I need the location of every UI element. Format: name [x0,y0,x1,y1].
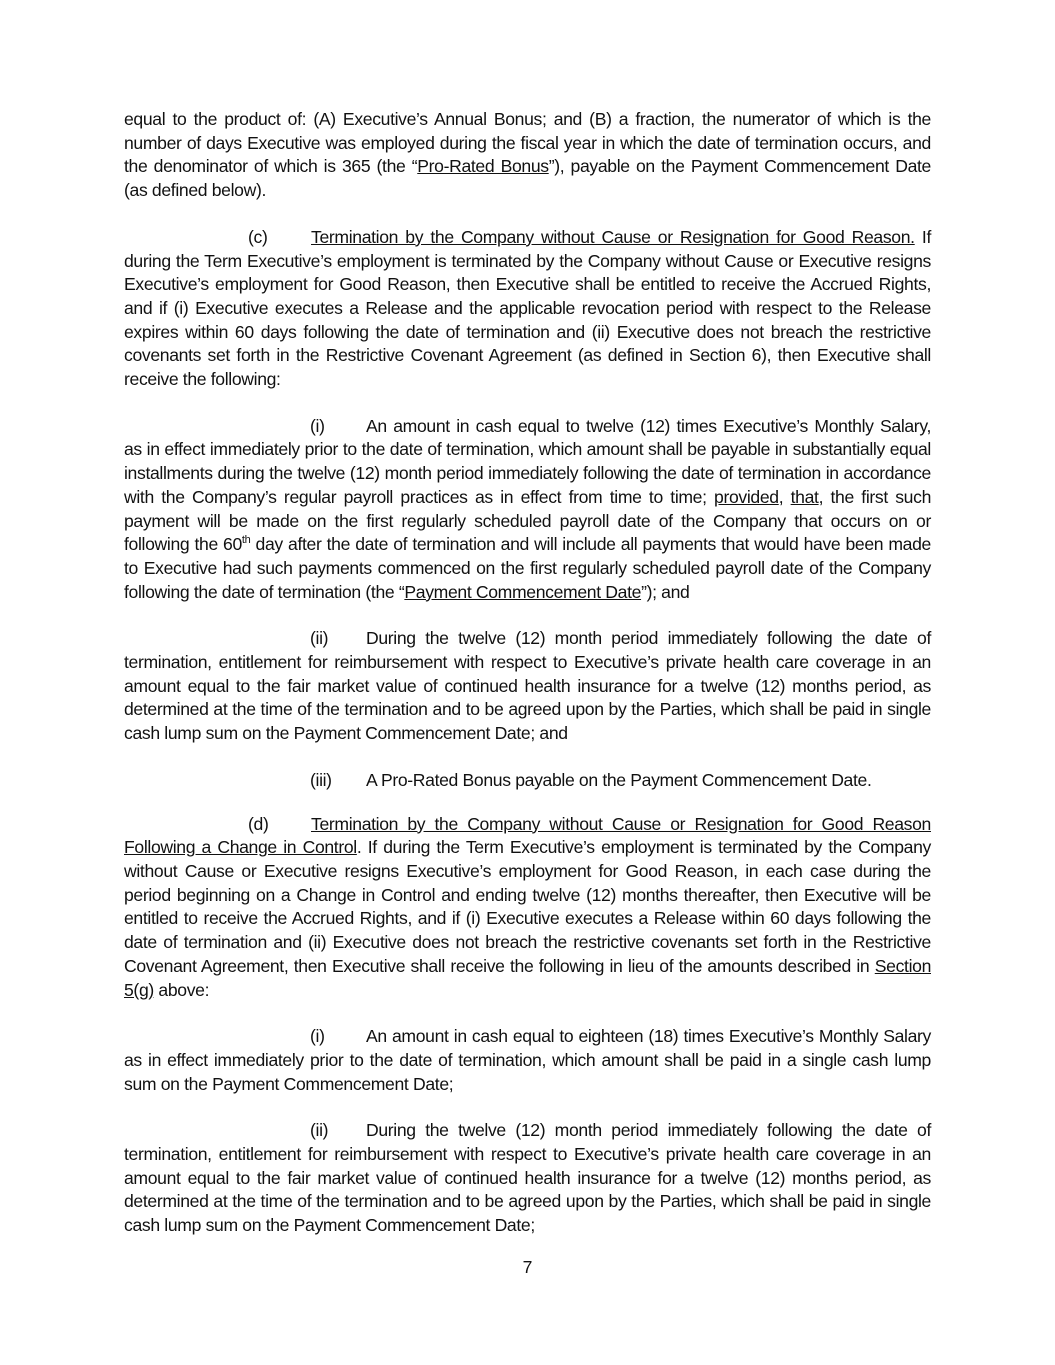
section-reference: Section 5(g) [124,955,931,1000]
item-text: , [778,486,791,507]
section-c-i [124,415,931,605]
paragraph-text: equal to the product of: (A) Executive’s Annual Bonus; and (B) a fraction, the numerator of which is the number of days Executive was employed during the fiscal year in which the date of termination occurs, and the denominator of which is 365 (the “ [124,109,931,177]
item-label: (ii) [310,628,329,649]
item-text: day after the date of termination and will include all payments that would have been made to Executive had such payments commenced on the first regularly scheduled payroll date of the Company following the date of termination (the “ [124,534,931,602]
section-c-iii [124,769,931,793]
document-body [124,108,931,1238]
item-label: (ii) [310,1120,329,1141]
section-text: If during the Term Executive’s employment is terminated by the Company without Cause or Executive resigns Executive’s employment for Good Reason, then Executive shall be entitled to receive the Accrued Rights, and if (i) Executive executes a Release and the applicable revocation period with respect to the Release expires within 60 days following the date of termination and (ii) Executive does not breach the restrictive covenants set forth in the Restrictive Covenant Agreement (as defined in Section 6), then Executive shall receive the following: [124,226,931,390]
section-text: above: [153,979,210,1000]
section-d-ii [124,1119,931,1238]
paragraph-pro-rated-bonus [124,108,931,203]
section-heading: Termination by the Company without Cause or Resignation for Good Reason Following a Change in Control [124,813,931,858]
item-text: During the twelve (12) month period immediately following the date of termination, entitlement for reimbursement with respect to Executive’s private health care coverage in an amount equal to the fair market value of continued health insurance for a twelve (12) months period, as determined at the time of the termination and to be agreed upon by the Parties, which shall be paid in single cash lump sum on the Payment Commencement Date; [124,1120,931,1236]
item-label: (i) [310,415,325,436]
section-heading: Termination by the Company without Cause or Resignation for Good Reason. [311,226,915,247]
item-text: During the twelve (12) month period immediately following the date of termination, entitlement for reimbursement with respect to Executive’s private health care coverage in an amount equal to the fair market value of continued health insurance for a twelve (12) months period, as determined at the time of the termination and to be agreed upon by the Parties, which shall be paid in single cash lump sum on the Payment Commencement Date; and [124,628,931,744]
page-number: 7 [522,1257,533,1277]
section-text: . If during the Term Executive’s employment is terminated by the Company without Cause or Executive resigns Executive’s employment for Good Reason, in each case during the period beginning on a Change in Control and ending twelve (12) months thereafter, then Executive will be entitled to receive the Accrued Rights, and if (i) Executive executes a Release within 60 days following the date of termination and (ii) Executive does not breach the restrictive covenants set forth in the Restrictive Covenant Agreement, then Executive shall receive the following in lieu of the amounts described in [124,837,931,976]
section-label: (c) [248,226,268,247]
item-text: A Pro-Rated Bonus payable on the Payment Commencement Date. [366,769,872,790]
emphasis-that: that [790,486,819,507]
ordinal-superscript: th [241,534,251,547]
emphasis-provided: provided [714,486,779,507]
item-text: ”); and [641,581,690,602]
section-c-ii [124,627,931,746]
item-text: An amount in cash equal to twelve (12) times Executive’s Monthly Salary, as in effect immediately prior to the date of termination, which amount shall be payable in substantially equal installments during the twelve (12) month period immediately following the date of termination in accordance with the Company’s regular payroll practices as in effect from time to time; [124,415,931,507]
item-label: (i) [310,1026,325,1047]
section-c [124,226,931,392]
section-d [124,813,931,1003]
item-text: , the first such payment will be made on the first regularly scheduled payroll date of the Company that occurs on or following the 60 [124,486,931,555]
defined-term-payment-commencement-date: Payment Commencement Date [404,581,642,602]
section-d-i [124,1025,931,1096]
defined-term-pro-rated-bonus: Pro-Rated Bonus [417,156,549,177]
item-text: An amount in cash equal to eighteen (18) times Executive’s Monthly Salary as in effect immediately prior to the date of termination, which amount shall be paid in a single cash lump sum on the Payment Commencement Date; [124,1026,931,1094]
paragraph-text: ”), payable on the Payment Commencement Date (as defined below). [124,156,931,201]
item-label: (iii) [310,769,332,790]
section-label: (d) [248,813,269,834]
